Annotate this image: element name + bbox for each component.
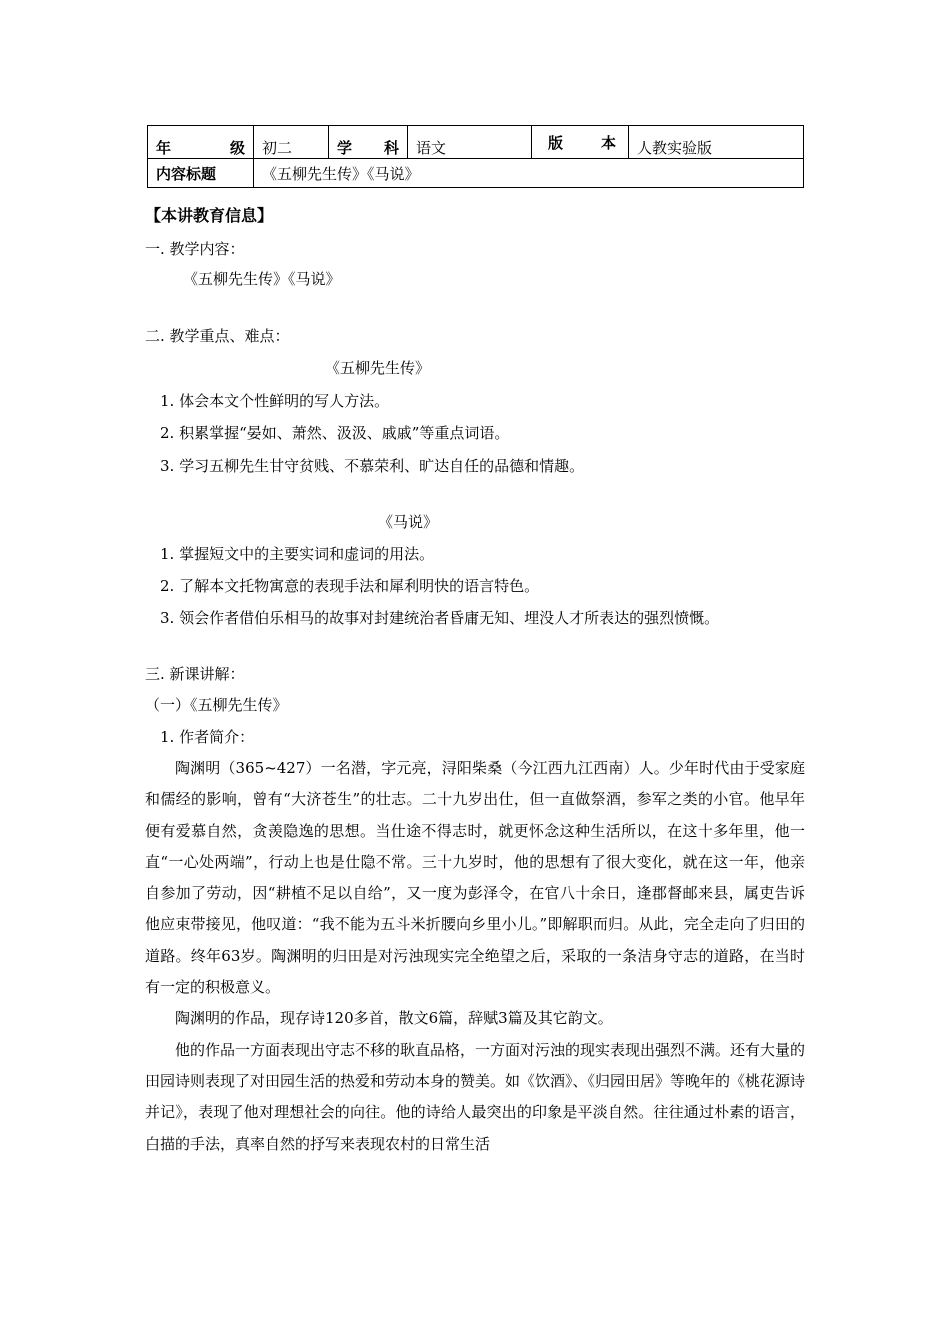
edition-label-cell (532, 126, 629, 159)
edition-label-char-1: 版 (548, 134, 564, 152)
wuliu-item-1: 1. 体会本文个性鲜明的写人方法。 (160, 392, 390, 410)
subject-label-char-2: 科 (383, 139, 399, 157)
grade-label-char-1: 年 (156, 139, 172, 157)
subject-label-char-1: 学 (337, 139, 353, 157)
part2-heading: 二. 教学重点、难点： (145, 327, 290, 345)
author-paragraph-2: 陶渊明的作品，现存诗120多首，散文6篇，辞赋3篇及其它韵文。 (175, 1009, 613, 1028)
subject-label-cell (329, 126, 408, 159)
author-paragraph-1: 陶渊明（365~427）一名潜，字元亮，浔阳柴桑（今江西九江西南）人。少年时代由于受家庭和儒经的影响，曾有“大济苍生”的壮志。二十九岁出仕，但一直做祭酒，参军之类的小官。他早年便有爱慕自然，贪羡隐逸的思想。当仕途不得志时，就更怀念这种生活所以，在这十多年里，他一直“一心处两端”，行动上也是仕隐不常。三十九岁时，他的思想有了很大变化，就在这一年，他亲自参加了劳动，因“耕植不足以自给”，又一度为彭泽令，在官八十余日，逢郡督邮来县，属吏告诉他应束带接见，他叹道：“我不能为五斗米折腰向乡里小儿。”即解职而归。从此，完全走向了归田的道路。终年63岁。陶渊明的归田是对污浊现实完全绝望之后，采取的一条洁身守志的道路，在当时有一定的积极意义。 (145, 759, 805, 997)
info-row-2 (148, 159, 804, 188)
part3-subheading: （一）《五柳先生传》 (145, 696, 288, 714)
mashuo-item-3: 3. 领会作者借伯乐相马的故事对封建统治者昏庸无知、埋没人才所表达的强烈愤慨。 (160, 609, 720, 627)
edition-label-char-2: 本 (600, 134, 616, 152)
author-intro-body (145, 753, 805, 1160)
grade-label-char-2: 级 (229, 139, 245, 157)
grade-value: 初二 (254, 126, 329, 159)
title-value: 《五柳先生传》《马说》 (254, 159, 804, 188)
info-table (147, 125, 804, 188)
grade-label-cell (148, 126, 254, 159)
subject-value: 语文 (408, 126, 532, 159)
part1-heading: 一. 教学内容： (145, 240, 245, 258)
title-label: 内容标题 (148, 159, 254, 188)
mashuo-title: 《马说》 (378, 513, 439, 531)
part3-item-1: 1. 作者简介： (160, 728, 255, 746)
edition-value: 人教实验版 (629, 126, 804, 159)
wuliu-item-2: 2. 积累掌握“晏如、萧然、汲汲、戚戚”等重点词语。 (160, 424, 510, 442)
info-row-1 (148, 126, 804, 159)
wuliu-title: 《五柳先生传》 (325, 359, 431, 377)
part3-heading: 三. 新课讲解： (145, 665, 245, 683)
section-header: 【本讲教育信息】 (145, 206, 274, 225)
mashuo-item-1: 1. 掌握短文中的主要实词和虚词的用法。 (160, 545, 435, 563)
wuliu-item-3: 3. 学习五柳先生甘守贫贱、不慕荣利、旷达自任的品德和情趣。 (160, 457, 585, 475)
author-paragraph-3: 他的作品一方面表现出守志不移的耿直品格，一方面对污浊的现实表现出强烈不满。还有大量的田园诗则表现了对田园生活的热爱和劳动本身的赞美。如《饮酒》、《归园田居》等晚年的《桃花源诗并记》，表现了他对理想社会的向往。他的诗给人最突出的印象是平淡自然。往往通过朴素的语言，白描的手法，真率自然的抒写来表现农村的日常生活 (145, 1040, 806, 1153)
part1-content: 《五柳先生传》《马说》 (183, 270, 341, 288)
mashuo-item-2: 2. 了解本文托物寓意的表现手法和犀利明快的语言特色。 (160, 577, 540, 595)
